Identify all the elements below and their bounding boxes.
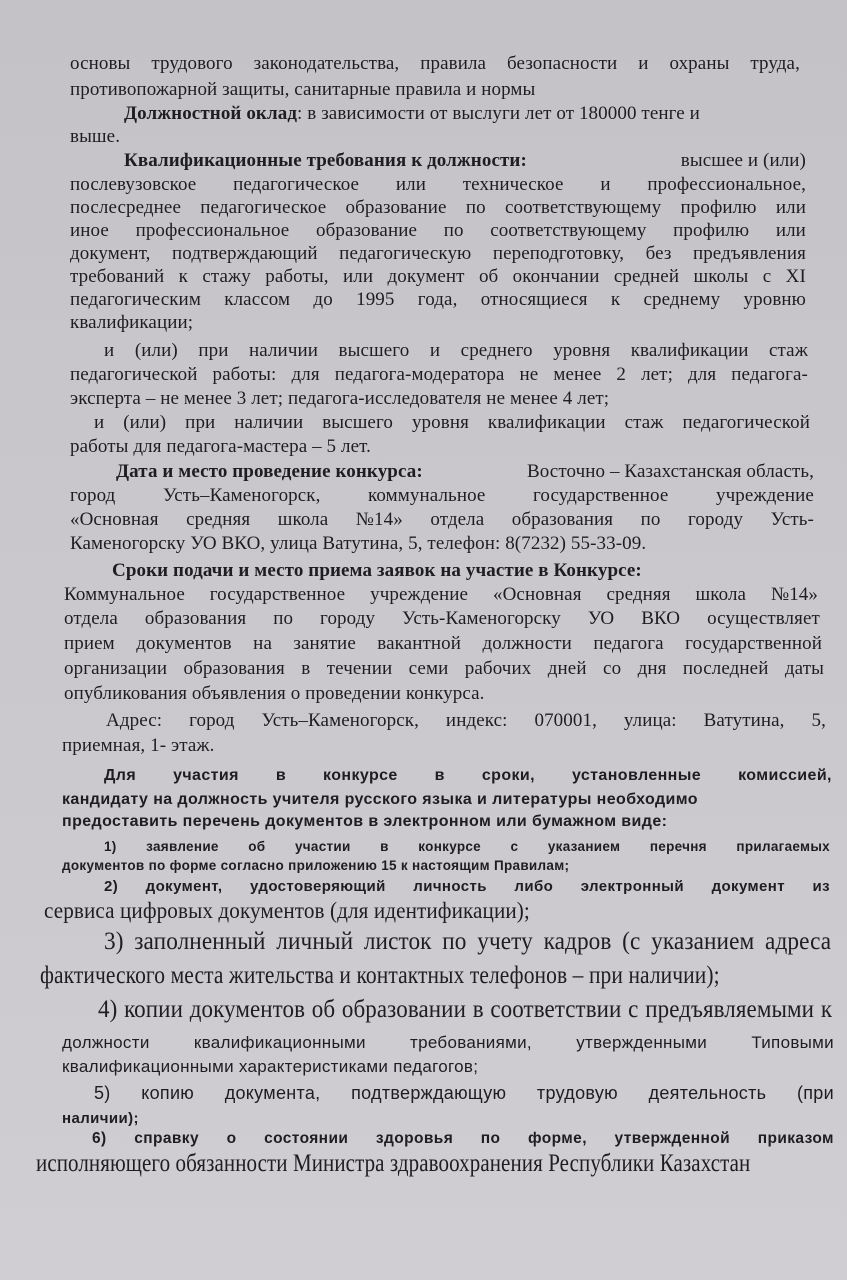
text-line: опубликования объявления о проведении конкурса. bbox=[64, 683, 485, 704]
deadline-heading: Сроки подачи и место приема заявок на участие в Конкурсе: bbox=[112, 560, 642, 581]
text-line: педагогической работы: для педагога-модератора не менее 2 лет; для педагога- bbox=[70, 364, 808, 385]
text-line: основы трудового законодательства, правила безопасности и охраны труда, bbox=[70, 53, 800, 74]
text-line: иное профессиональное образование по соответствующему профилю или bbox=[70, 220, 806, 241]
text-line: и (или) при наличии высшего и среднего уровня квалификации стаж bbox=[104, 340, 808, 361]
list-item: 3) заполненный личный листок по учету кадров (с указанием адреса bbox=[104, 928, 832, 955]
text-line: противопожарной защиты, санитарные правила и нормы bbox=[70, 79, 536, 100]
contest-heading: Дата и место проведение конкурса: bbox=[116, 461, 423, 482]
address-line: Адрес: город Усть–Каменогорск, индекс: 070001, улица: Ватутина, 5, bbox=[106, 710, 826, 731]
text-line: отдела образования по городу Усть-Каменогорску УО ВКО осуществляет bbox=[64, 608, 820, 629]
text-line: выше. bbox=[70, 126, 121, 147]
text-line: квалификации; bbox=[70, 312, 194, 333]
list-item: документов по форме согласно приложению 15 к настоящим Правилам; bbox=[62, 858, 570, 873]
text-line: документ, подтверждающий педагогическую переподготовку, без предъявления bbox=[70, 243, 806, 264]
text-line: Каменогорску УО ВКО, улица Ватутина, 5, телефон: 8(7232) 55-33-09. bbox=[70, 533, 647, 554]
qualification-line bbox=[124, 150, 806, 172]
text-line: педагогическим классом до 1995 года, относящиеся к среднему уровню bbox=[70, 289, 806, 310]
documents-heading: предоставить перечень документов в электронном или бумажном виде: bbox=[62, 813, 668, 830]
text-line: требований к стажу работы, или документ об окончании средней школы с XI bbox=[70, 266, 806, 287]
salary-line bbox=[124, 103, 700, 125]
list-item: 2) документ, удостоверяющий личность либо электронный документ из bbox=[104, 878, 830, 895]
list-item: 5) копию документа, подтверждающую трудовую деятельность (при bbox=[94, 1083, 834, 1103]
text-line: работы для педагога-мастера – 5 лет. bbox=[70, 436, 371, 457]
text-line: Коммунальное государственное учреждение «Основная средняя школа №14» bbox=[64, 584, 818, 605]
text-line: эксперта – не менее 3 лет; педагога-исследователя не менее 4 лет; bbox=[70, 388, 610, 409]
text-line: послесреднее педагогическое образование по соответствующему профилю или bbox=[70, 197, 806, 218]
salary-heading: Должностной оклад bbox=[124, 103, 298, 124]
text-line: послевузовское педагогическое или техническое и профессиональное, bbox=[70, 174, 806, 195]
text-line: и (или) при наличии высшего уровня квалификации стаж педагогической bbox=[94, 412, 810, 433]
list-item: 4) копии документов об образовании в соответствии с предъявляемыми к bbox=[98, 996, 833, 1023]
text-line: «Основная средняя школа №14» отдела образования по городу Усть- bbox=[70, 509, 814, 530]
text-line: приемная, 1- этаж. bbox=[62, 735, 215, 756]
qualification-heading: Квалификационные требования к должности: bbox=[124, 150, 527, 171]
contest-text: Восточно – Казахстанская область, bbox=[526, 461, 814, 482]
documents-heading: Для участия в конкурсе в сроки, установленные комиссией, bbox=[104, 767, 832, 784]
text-line: прием документов на занятие вакантной должности педагога государственной bbox=[64, 633, 822, 654]
list-item: 1) заявление об участии в конкурсе с указанием перечня прилагаемых bbox=[104, 839, 830, 854]
documents-heading: кандидату на должность учителя русского языка и литературы необходимо bbox=[62, 791, 698, 808]
salary-text: : в зависимости от выслуги лет от 180000 тенге и bbox=[297, 103, 700, 124]
list-item: сервиса цифровых документов (для идентификации); bbox=[44, 898, 530, 923]
list-item: фактического места жительства и контактных телефонов – при наличии); bbox=[40, 962, 720, 989]
list-item: 6) справку о состоянии здоровья по форме, утвержденной приказом bbox=[92, 1130, 834, 1147]
list-item: исполняющего обязанности Министра здравоохранения Республики Казахстан bbox=[36, 1150, 751, 1177]
list-item: должности квалификационными требованиями, утвержденными Типовыми bbox=[62, 1033, 834, 1052]
qualification-text: высшее и (или) bbox=[680, 150, 806, 171]
list-item: квалификационными характеристиками педагогов; bbox=[62, 1057, 479, 1076]
list-item: наличии); bbox=[62, 1110, 139, 1127]
text-line: организации образования в течении семи рабочих дней со дня последней даты bbox=[64, 658, 824, 679]
contest-line bbox=[116, 461, 814, 483]
text-line: город Усть–Каменогорск, коммунальное государственное учреждение bbox=[70, 485, 814, 506]
